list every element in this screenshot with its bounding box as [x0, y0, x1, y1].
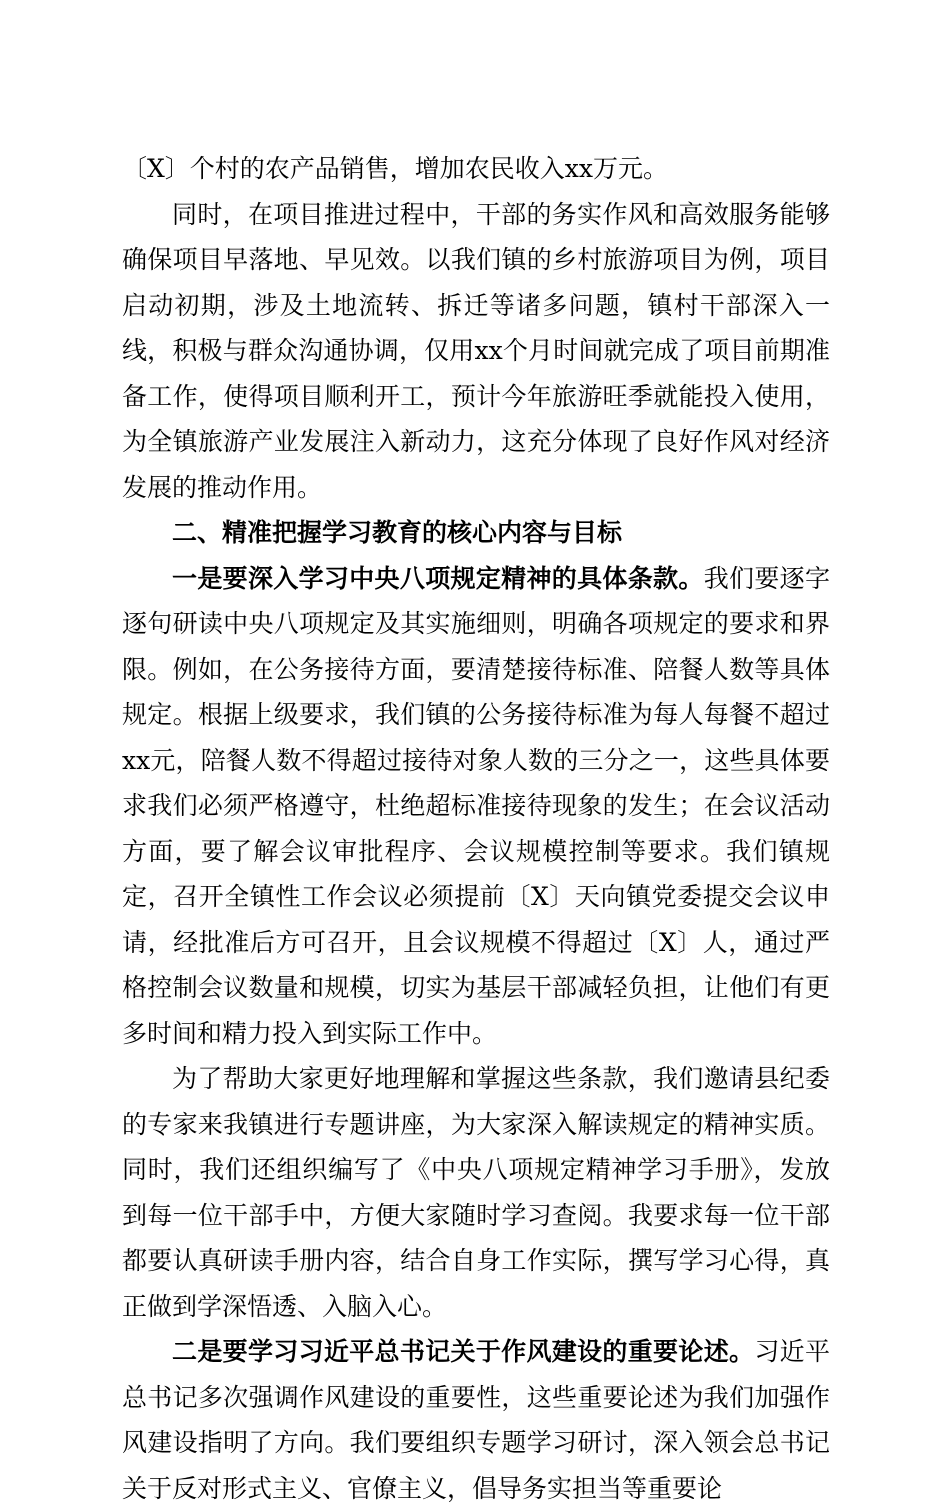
paragraph-first-point [122, 556, 830, 1057]
document-body [122, 146, 830, 1511]
paragraph-second-point [122, 1329, 830, 1511]
paragraph-lead-bold: 一是要深入学习中央八项规定精神的具体条款。 [172, 563, 704, 593]
paragraph-continuation: 〔X〕个村的农产品销售，增加农民收入xx万元。 [122, 154, 668, 183]
paragraph-body-text: 习近平总书记多次强调作风建设的重要性，这些重要论述为我们加强作风建设指明了方向。我们要组织专题学习研讨，深入领会总书记关于反对形式主义、官僚主义，倡导务实担当等重要论 [122, 1337, 830, 1503]
paragraph-body-text: 我们要逐字逐句研读中央八项规定及其实施细则，明确各项规定的要求和界限。例如，在公务接待方面，要清楚接待标准、陪餐人数等具体规定。根据上级要求，我们镇的公务接待标准为每人每餐不超过xx元，陪餐人数不得超过接待对象人数的三分之一，这些具体要求我们必须严格遵守，杜绝超标准接待现象的发生；在会议活动方面，要了解会议审批程序、会议规模控制等要求。我们镇规定，召开全镇性工作会议必须提前〔X〕天向镇党委提交会议申请，经批准后方可召开，且会议规模不得超过〔X〕人，通过严格控制会议数量和规模，切实为基层干部减轻负担，让他们有更多时间和精力投入到实际工作中。 [122, 563, 830, 1048]
paragraph-lead-bold: 二是要学习习近平总书记关于作风建设的重要论述。 [172, 1337, 755, 1366]
paragraph-lecture-handbook: 为了帮助大家更好地理解和掌握这些条款，我们邀请县纪委的专家来我镇进行专题讲座，为大家深入解读规定的精神实质。同时，我们还组织编写了《中央八项规定精神学习手册》，发放到每一位干部手中，方便大家随时学习查阅。我要求每一位干部都要认真研读手册内容，结合自身工作实际，撰写学习心得，真正做到学深悟透、入脑入心。 [122, 1064, 830, 1321]
section-heading: 二、精准把握学习教育的核心内容与目标 [172, 518, 623, 547]
paragraph-project-example: 同时，在项目推进过程中，干部的务实作风和高效服务能够确保项目早落地、早见效。以我们镇的乡村旅游项目为例，项目启动初期，涉及土地流转、拆迁等诸多问题，镇村干部深入一线，积极与群众沟通协调，仅用xx个月时间就完成了项目前期准备工作，使得项目顺利开工，预计今年旅游旺季就能投入使用，为全镇旅游产业发展注入新动力，这充分体现了良好作风对经济发展的推动作用。 [122, 199, 830, 502]
